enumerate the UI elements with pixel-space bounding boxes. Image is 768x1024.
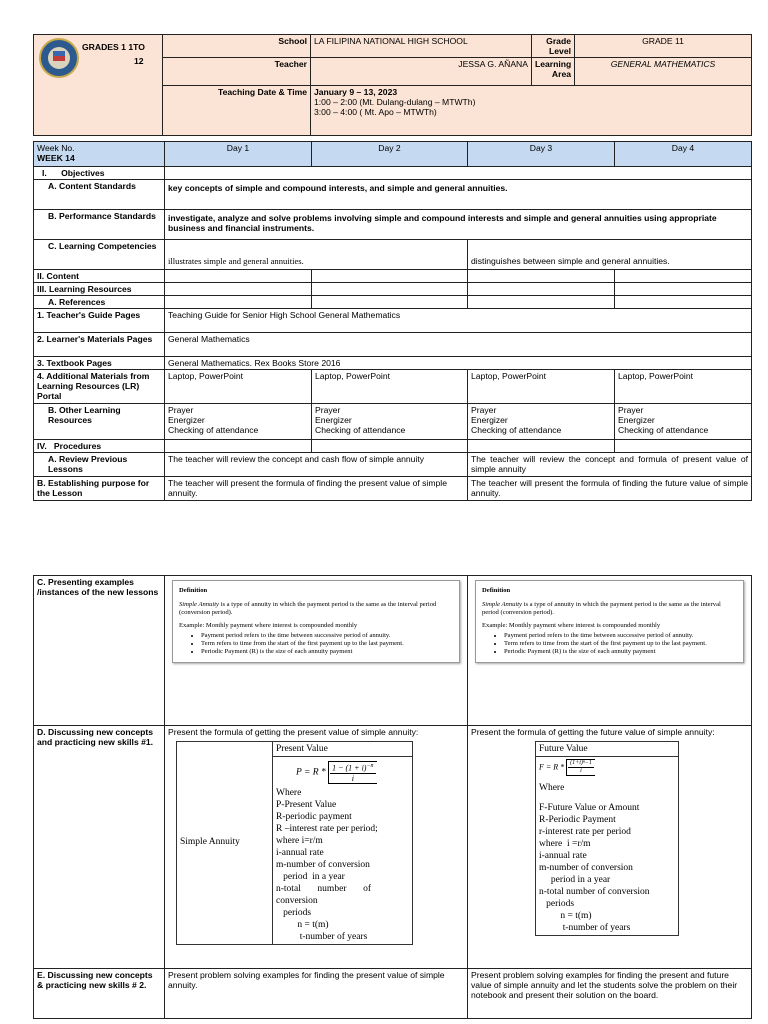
grade-level-value: GRADE 11: [575, 35, 752, 58]
definition-title: Definition: [179, 587, 208, 594]
review-label: A. Review Previous Lessons: [34, 453, 165, 477]
definition-bullet: • Payment period refers to the time between successive period of annuity.: [504, 632, 737, 640]
discussing-1-label: D. Discussing new concepts and practicing new skills #1.: [34, 726, 165, 969]
content-day-2: [312, 270, 468, 283]
attendance-text: Checking of attendance: [471, 425, 562, 435]
school-label: School: [163, 35, 311, 58]
definition-example: Example: Monthly payment where interest is compounded monthly: [482, 622, 661, 629]
other-resources-day-3: [468, 404, 615, 440]
references-label: A. References: [34, 296, 165, 309]
additional-materials-label: 4. Additional Materials from Learning Resources (LR) Portal: [34, 370, 165, 404]
discussing-2-day-1-2: Present problem solving examples for finding the present value of simple annuity.: [165, 969, 468, 1019]
definition-example: Example: Monthly payment where interest is compounded monthly: [179, 622, 358, 629]
fv-where-line: where i =r/m: [539, 839, 591, 849]
prayer-text: Prayer: [315, 405, 341, 415]
procedures-label: IV. Procedures: [34, 440, 165, 453]
pv-where-line: R-periodic payment: [276, 811, 352, 822]
definition-bullet: • Term refers to time from the start of the first payment up to the last payment.: [504, 640, 737, 648]
learning-resources-label: III. Learning Resources: [34, 283, 165, 296]
discussing-1-day-1-2-text: Present the formula of getting the present value of simple annuity:: [168, 727, 419, 737]
energizer-text: Energizer: [315, 415, 352, 425]
grades-label: GRADES 1 1TO: [82, 42, 145, 52]
future-value-header: Future Value: [536, 742, 679, 757]
pv-formula-numerator: 1 − (1 + i): [332, 763, 367, 773]
pv-where-line: period in a year: [276, 871, 345, 882]
pv-where-line: t-number of years: [276, 931, 368, 942]
definition-text: is a type of annuity in which the payment period is the same as the interval period (conversion period).: [482, 601, 721, 616]
learners-materials-label: 2. Learner's Materials Pages: [34, 333, 165, 357]
definition-title: Definition: [482, 587, 511, 594]
textbook-value: General Mathematics. Rex Books Store 2016: [165, 357, 752, 370]
additional-materials-day-4: Laptop, PowerPoint: [615, 370, 752, 404]
procedures-day-2: [312, 440, 468, 453]
pv-formula-denominator: i: [351, 773, 354, 783]
attendance-text: Checking of attendance: [315, 425, 406, 435]
learners-materials-value: General Mathematics: [165, 333, 752, 357]
objectives-value: [165, 167, 752, 180]
present-value-body: [273, 757, 413, 945]
pv-formula-lhs: P = R *: [296, 767, 326, 778]
future-value-formula-table: [535, 741, 679, 936]
procedures-day-1: [165, 440, 312, 453]
schedule-line-1: 1:00 – 2:00 (Mt. Dulang-dulang – MTWTh): [314, 97, 476, 107]
additional-materials-day-1: Laptop, PowerPoint: [165, 370, 312, 404]
attendance-text: Checking of attendance: [618, 425, 709, 435]
teachers-guide-value: Teaching Guide for Senior High School General Mathematics: [165, 309, 752, 333]
performance-standards-value: investigate, analyze and solve problems involving simple and compound interests and simple and general annuities using appropriate business and financial instruments.: [165, 210, 752, 240]
header-table: [33, 34, 752, 136]
pv-where-line: n-total number of: [276, 883, 371, 894]
presenting-day-3-4: [468, 576, 752, 726]
learning-area-value: GENERAL MATHEMATICS: [575, 58, 752, 86]
teaching-date-value: [311, 86, 752, 136]
definition-bullet-list: [179, 632, 453, 656]
teacher-label: Teacher: [163, 58, 311, 86]
fv-where-line: t-number of years: [539, 923, 631, 933]
procedures-day-4: [615, 440, 752, 453]
pv-where-line: i-annual rate: [276, 847, 324, 858]
day-2-header: Day 2: [312, 142, 468, 167]
performance-standards-label: B. Performance Standards: [34, 210, 165, 240]
other-resources-label: B. Other Learning Resources: [34, 404, 165, 440]
purpose-day-3-4: The teacher will present the formula of finding the future value of simple annuity.: [468, 477, 752, 501]
textbook-label: 3. Textbook Pages: [34, 357, 165, 370]
week-label: Week No.: [37, 143, 75, 153]
additional-materials-day-3: Laptop, PowerPoint: [468, 370, 615, 404]
competency-day-3-4: distinguishes between simple and general annuities.: [468, 240, 752, 270]
discussing-2-day-3-4: Present problem solving examples for finding the present and future value of simple annuity and let the students solve the problem on their notebook and present their solution on the board.: [468, 969, 752, 1019]
day-1-header: Day 1: [165, 142, 312, 167]
day-4-header: Day 4: [615, 142, 752, 167]
present-value-formula-table: [176, 741, 413, 945]
review-day-1-2: The teacher will review the concept and cash flow of simple annuity: [165, 453, 468, 477]
review-day-3-4: The teacher will review the concept and formula of present value of simple annuity: [468, 453, 752, 477]
fv-formula-fraction: [566, 759, 595, 776]
learning-resources-day-4: [615, 283, 752, 296]
competency-day-1-2: illustrates simple and general annuities.: [165, 240, 468, 270]
energizer-text: Energizer: [168, 415, 205, 425]
definition-term: Simple Annuity: [179, 601, 219, 608]
pv-where-line: conversion: [276, 895, 318, 906]
other-resources-day-2: [312, 404, 468, 440]
definition-bullet: • Periodic Payment (R) is the size of each annuity payment: [504, 648, 737, 656]
references-day-1: [165, 296, 312, 309]
fv-where-line: F-Future Value or Amount: [539, 803, 640, 813]
pv-formula-exponent: −n: [366, 763, 374, 769]
energizer-text: Energizer: [618, 415, 655, 425]
pv-where-line: R –interest rate per period;: [276, 823, 378, 834]
fv-formula-denominator: i: [580, 768, 582, 774]
references-day-2: [312, 296, 468, 309]
grade-level-label: Grade Level: [532, 35, 575, 58]
fv-where-line: i-annual rate: [539, 851, 587, 861]
references-day-3: [468, 296, 615, 309]
purpose-label: B. Establishing purpose for the Lesson: [34, 477, 165, 501]
prayer-text: Prayer: [618, 405, 644, 415]
fv-where-line: r-interest rate per period: [539, 827, 631, 837]
week-cell: [34, 142, 165, 167]
discussing-1-day-1-2: [165, 726, 468, 969]
discussing-1-day-3-4: [468, 726, 752, 969]
school-logo-cell: [34, 35, 163, 136]
pv-where-line: Where: [276, 787, 302, 798]
teacher-value: JESSA G. AÑANA: [311, 58, 532, 86]
definition-box: [172, 580, 460, 663]
definition-text: is a type of annuity in which the payment period is the same as the interval period (conversion period).: [179, 601, 437, 616]
pv-where-line: where i=r/m: [276, 835, 323, 846]
definition-box: [475, 580, 744, 663]
objectives-label: I. Objectives: [34, 167, 165, 180]
presenting-label: C. Presenting examples /instances of the new lessons: [34, 576, 165, 726]
discussing-1-day-3-4-text: Present the formula of getting the future value of simple annuity:: [471, 727, 715, 737]
future-value-formula: [539, 758, 675, 782]
learning-competencies-label: C. Learning Competencies: [34, 240, 165, 270]
learning-resources-day-1: [165, 283, 312, 296]
definition-bullet: • Payment period refers to the time between successive period of annuity.: [201, 632, 453, 640]
teachers-guide-label: 1. Teacher's Guide Pages: [34, 309, 165, 333]
attendance-text: Checking of attendance: [168, 425, 259, 435]
fv-formula-lhs: F = R *: [539, 762, 565, 772]
prayer-text: Prayer: [471, 405, 497, 415]
pv-where-line: n = t(m): [276, 919, 329, 930]
content-standards-label: A. Content Standards: [34, 180, 165, 210]
lesson-plan-table-continued: [33, 575, 752, 1019]
energizer-text: Energizer: [471, 415, 508, 425]
fv-where-line: periods: [539, 899, 575, 909]
additional-materials-day-2: Laptop, PowerPoint: [312, 370, 468, 404]
learning-area-label: Learning Area: [532, 58, 575, 86]
content-day-1: [165, 270, 312, 283]
other-resources-day-1: [165, 404, 312, 440]
fv-formula-numerator: (1+i)ⁿ−1: [570, 760, 592, 766]
fv-where-line: Where: [539, 783, 565, 793]
present-value-header: Present Value: [273, 742, 413, 757]
fv-where-line: n-total number of conversion: [539, 887, 650, 897]
pv-where-line: P-Present Value: [276, 799, 337, 810]
definition-bullet: • Periodic Payment (R) is the size of each annuity payment: [201, 648, 453, 656]
date-range: January 9 – 13, 2023: [314, 87, 398, 97]
simple-annuity-label: Simple Annuity: [177, 742, 273, 945]
future-value-body: [536, 757, 679, 936]
definition-bullet-list: [482, 632, 737, 656]
school-value: LA FILIPINA NATIONAL HIGH SCHOOL: [311, 35, 532, 58]
schedule-line-2: 3:00 – 4:00 ( Mt. Apo – MTWTh): [314, 107, 437, 117]
definition-bullet: • Term refers to time from the start of the first payment up to the last payment.: [201, 640, 453, 648]
content-label: II. Content: [34, 270, 165, 283]
pv-where-line: periods: [276, 907, 312, 918]
definition-term: Simple Annuity: [482, 601, 522, 608]
content-day-3: [468, 270, 615, 283]
fv-where-line: R-Periodic Payment: [539, 815, 616, 825]
fv-where-line: period in a year: [539, 875, 611, 885]
presenting-day-1-2: [165, 576, 468, 726]
content-day-4: [615, 270, 752, 283]
grades-range-end: 12: [134, 56, 144, 66]
discussing-2-label: E. Discussing new concepts & practicing new skills # 2.: [34, 969, 165, 1019]
procedures-day-3: [468, 440, 615, 453]
prayer-text: Prayer: [168, 405, 194, 415]
deped-seal-logo: [39, 38, 79, 78]
learning-resources-day-3: [468, 283, 615, 296]
present-value-formula: [276, 758, 409, 787]
content-standards-value: key concepts of simple and compound interests, and simple and general annuities.: [165, 180, 752, 210]
fv-where-line: n = t(m): [539, 911, 592, 921]
purpose-day-1-2: The teacher will present the formula of finding the present value of simple annuity.: [165, 477, 468, 501]
learning-resources-day-2: [312, 283, 468, 296]
day-3-header: Day 3: [468, 142, 615, 167]
week-value: WEEK 14: [37, 153, 75, 163]
other-resources-day-4: [615, 404, 752, 440]
pv-where-line: m-number of conversion: [276, 859, 370, 870]
fv-where-line: m-number of conversion: [539, 863, 633, 873]
pv-formula-fraction: [328, 761, 376, 784]
lesson-plan-table: [33, 141, 752, 501]
teaching-date-label: Teaching Date & Time: [163, 86, 311, 136]
references-day-4: [615, 296, 752, 309]
